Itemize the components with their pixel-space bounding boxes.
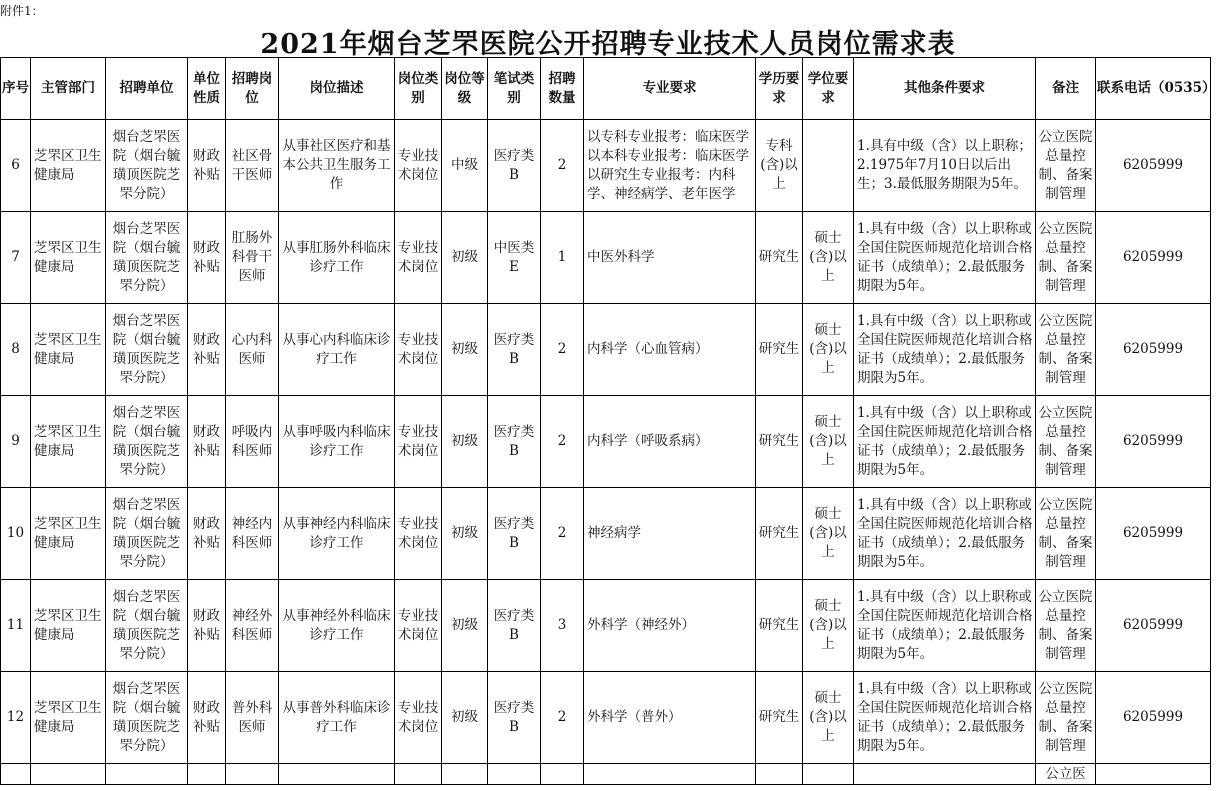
cell-no: 10	[1, 488, 31, 580]
cell-edu: 专科(含)以上	[756, 120, 803, 212]
cell-major: 外科学（普外）	[584, 672, 756, 764]
cell-dept: 芝罘区卫生健康局	[31, 580, 106, 672]
cell-degree: 硕士(含)以上	[803, 396, 854, 488]
col-exam-header: 笔试类别	[488, 58, 541, 120]
cell-phone: 6205999	[1096, 672, 1211, 764]
cell-edu: 研究生	[756, 580, 803, 672]
col-count-header: 招聘数量	[541, 58, 584, 120]
header-row	[1, 58, 1211, 120]
partial-cell-post	[226, 764, 279, 785]
cell-desc: 从事神经内科临床诊疗工作	[279, 488, 395, 580]
cell-exam: 医疗类B	[488, 120, 541, 212]
cell-degree: 硕士(含)以上	[803, 672, 854, 764]
col-level-header: 岗位等级	[442, 58, 488, 120]
cell-edu: 研究生	[756, 212, 803, 304]
col-edu-header: 学历要求	[756, 58, 803, 120]
cell-unit: 烟台芝罘医院（烟台毓璜顶医院芝罘分院）	[106, 396, 188, 488]
cell-no: 6	[1, 120, 31, 212]
cell-phone: 6205999	[1096, 488, 1211, 580]
cell-nature: 财政补贴	[188, 120, 226, 212]
partial-cell-major	[584, 764, 756, 785]
cell-remark: 公立医院总量控制、备案制管理	[1036, 304, 1096, 396]
cell-nature: 财政补贴	[188, 580, 226, 672]
partial-cell-degree	[803, 764, 854, 785]
cell-category: 专业技术岗位	[395, 396, 442, 488]
table-body	[1, 120, 1211, 785]
partial-cell-phone	[1096, 764, 1211, 785]
cell-post: 呼吸内科医师	[226, 396, 279, 488]
cell-major: 内科学（心血管病）	[584, 304, 756, 396]
cell-remark: 公立医院总量控制、备案制管理	[1036, 212, 1096, 304]
cell-degree: 硕士(含)以上	[803, 304, 854, 396]
partial-cell-no	[1, 764, 31, 785]
cell-phone: 6205999	[1096, 120, 1211, 212]
cell-post: 神经外科医师	[226, 580, 279, 672]
col-nature-header: 单位性质	[188, 58, 226, 120]
cell-unit: 烟台芝罘医院（烟台毓璜顶医院芝罘分院）	[106, 580, 188, 672]
cell-unit: 烟台芝罘医院（烟台毓璜顶医院芝罘分院）	[106, 304, 188, 396]
cell-count: 2	[541, 672, 584, 764]
col-category-header: 岗位类别	[395, 58, 442, 120]
cell-level: 中级	[442, 120, 488, 212]
partial-cell-category	[395, 764, 442, 785]
cell-degree: 硕士(含)以上	[803, 580, 854, 672]
table-row	[1, 580, 1211, 672]
cell-exam: 医疗类B	[488, 672, 541, 764]
cell-unit: 烟台芝罘医院（烟台毓璜顶医院芝罘分院）	[106, 212, 188, 304]
cell-dept: 芝罘区卫生健康局	[31, 488, 106, 580]
cell-dept: 芝罘区卫生健康局	[31, 212, 106, 304]
cell-count: 1	[541, 212, 584, 304]
col-other-header: 其他条件要求	[854, 58, 1036, 120]
cell-other: 1.具有中级（含）以上职称或全国住院医师规范化培训合格证书（成绩单）；2.最低服务期限为5年。	[854, 304, 1036, 396]
cell-dept: 芝罘区卫生健康局	[31, 672, 106, 764]
partial-cell-unit	[106, 764, 188, 785]
cell-category: 专业技术岗位	[395, 304, 442, 396]
cell-nature: 财政补贴	[188, 396, 226, 488]
cell-major: 神经病学	[584, 488, 756, 580]
cell-no: 7	[1, 212, 31, 304]
cell-remark: 公立医院总量控制、备案制管理	[1036, 580, 1096, 672]
cell-unit: 烟台芝罘医院（烟台毓璜顶医院芝罘分院）	[106, 672, 188, 764]
cell-post: 社区骨干医师	[226, 120, 279, 212]
partial-cell-level	[442, 764, 488, 785]
table-row	[1, 488, 1211, 580]
cell-exam: 医疗类B	[488, 580, 541, 672]
cell-edu: 研究生	[756, 304, 803, 396]
col-major-header: 专业要求	[584, 58, 756, 120]
col-no-header: 序号	[1, 58, 31, 120]
attachment-label: 附件1：	[0, 4, 44, 18]
cell-major: 中医外科学	[584, 212, 756, 304]
partial-cell-exam	[488, 764, 541, 785]
cell-edu: 研究生	[756, 672, 803, 764]
page-title: 2021年烟台芝罘医院公开招聘专业技术人员岗位需求表	[260, 29, 956, 60]
cell-count: 3	[541, 580, 584, 672]
cell-major: 内科学（呼吸系病）	[584, 396, 756, 488]
cell-dept: 芝罘区卫生健康局	[31, 396, 106, 488]
partial-cell-nature	[188, 764, 226, 785]
cell-nature: 财政补贴	[188, 488, 226, 580]
partial-cell-desc	[279, 764, 395, 785]
col-degree-header: 学位要求	[803, 58, 854, 120]
col-dept-header: 主管部门	[31, 58, 106, 120]
partial-cell-dept	[31, 764, 106, 785]
cell-edu: 研究生	[756, 396, 803, 488]
cell-desc: 从事普外科临床诊疗工作	[279, 672, 395, 764]
cell-level: 初级	[442, 304, 488, 396]
cell-no: 8	[1, 304, 31, 396]
cell-nature: 财政补贴	[188, 304, 226, 396]
cell-dept: 芝罘区卫生健康局	[31, 304, 106, 396]
partial-cell-edu	[756, 764, 803, 785]
cell-count: 2	[541, 396, 584, 488]
cell-desc: 从事神经外科临床诊疗工作	[279, 580, 395, 672]
cell-desc: 从事社区医疗和基本公共卫生服务工作	[279, 120, 395, 212]
cell-category: 专业技术岗位	[395, 488, 442, 580]
table-row	[1, 304, 1211, 396]
cell-phone: 6205999	[1096, 212, 1211, 304]
cell-exam: 医疗类B	[488, 304, 541, 396]
cell-unit: 烟台芝罘医院（烟台毓璜顶医院芝罘分院）	[106, 488, 188, 580]
cell-post: 肛肠外科骨干医师	[226, 212, 279, 304]
recruitment-table	[0, 57, 1216, 785]
cell-post: 神经内科医师	[226, 488, 279, 580]
cell-no: 9	[1, 396, 31, 488]
table-row	[1, 120, 1211, 212]
cell-no: 12	[1, 672, 31, 764]
col-phone-header: 联系电话（0535）	[1096, 58, 1211, 120]
cell-level: 初级	[442, 212, 488, 304]
table-row-partial	[1, 764, 1211, 785]
cell-level: 初级	[442, 488, 488, 580]
cell-other: 1.具有中级（含）以上职称或全国住院医师规范化培训合格证书（成绩单）；2.最低服务期限为5年。	[854, 212, 1036, 304]
cell-count: 2	[541, 120, 584, 212]
table-row	[1, 672, 1211, 764]
cell-other: 1.具有中级（含）以上职称或全国住院医师规范化培训合格证书（成绩单）；2.最低服务期限为5年。	[854, 672, 1036, 764]
cell-phone: 6205999	[1096, 396, 1211, 488]
cell-category: 专业技术岗位	[395, 672, 442, 764]
cell-count: 2	[541, 304, 584, 396]
cell-degree: 硕士(含)以上	[803, 212, 854, 304]
cell-other: 1.具有中级（含）以上职称或全国住院医师规范化培训合格证书（成绩单）；2.最低服务期限为5年。	[854, 580, 1036, 672]
cell-level: 初级	[442, 580, 488, 672]
cell-other: 1.具有中级（含）以上职称或全国住院医师规范化培训合格证书（成绩单）；2.最低服务期限为5年。	[854, 396, 1036, 488]
cell-level: 初级	[442, 396, 488, 488]
cell-exam: 医疗类B	[488, 488, 541, 580]
cell-desc: 从事肛肠外科临床诊疗工作	[279, 212, 395, 304]
cell-degree: 硕士(含)以上	[803, 488, 854, 580]
cell-other: 1.具有中级（含）以上职称；2.1975年7月10日以后出生；3.最低服务期限为5年。	[854, 120, 1036, 212]
cell-post: 普外科医师	[226, 672, 279, 764]
cell-remark: 公立医院总量控制、备案制管理	[1036, 396, 1096, 488]
cell-level: 初级	[442, 672, 488, 764]
cell-remark: 公立医院总量控制、备案制管理	[1036, 120, 1096, 212]
cell-degree	[803, 120, 854, 212]
cell-other: 1.具有中级（含）以上职称或全国住院医师规范化培训合格证书（成绩单）；2.最低服务期限为5年。	[854, 488, 1036, 580]
cell-category: 专业技术岗位	[395, 212, 442, 304]
table-row	[1, 212, 1211, 304]
partial-cell-remark: 公立医	[1036, 764, 1096, 785]
cell-category: 专业技术岗位	[395, 120, 442, 212]
cell-count: 2	[541, 488, 584, 580]
partial-cell-other	[854, 764, 1036, 785]
cell-unit: 烟台芝罘医院（烟台毓璜顶医院芝罘分院）	[106, 120, 188, 212]
cell-edu: 研究生	[756, 488, 803, 580]
cell-no: 11	[1, 580, 31, 672]
cell-major: 外科学（神经外）	[584, 580, 756, 672]
cell-major: 以专科专业报考：临床医学 以本科专业报考：临床医学 以研究生专业报考：内科学、神经病学、老年医学	[584, 120, 756, 212]
cell-exam: 中医类E	[488, 212, 541, 304]
cell-remark: 公立医院总量控制、备案制管理	[1036, 488, 1096, 580]
cell-remark: 公立医院总量控制、备案制管理	[1036, 672, 1096, 764]
cell-exam: 医疗类B	[488, 396, 541, 488]
cell-nature: 财政补贴	[188, 672, 226, 764]
table-row	[1, 396, 1211, 488]
partial-cell-count	[541, 764, 584, 785]
cell-category: 专业技术岗位	[395, 580, 442, 672]
cell-phone: 6205999	[1096, 580, 1211, 672]
col-unit-header: 招聘单位	[106, 58, 188, 120]
col-post-header: 招聘岗位	[226, 58, 279, 120]
cell-post: 心内科医师	[226, 304, 279, 396]
cell-dept: 芝罘区卫生健康局	[31, 120, 106, 212]
cell-desc: 从事心内科临床诊疗工作	[279, 304, 395, 396]
cell-phone: 6205999	[1096, 304, 1211, 396]
cell-nature: 财政补贴	[188, 212, 226, 304]
col-desc-header: 岗位描述	[279, 58, 395, 120]
col-remark-header: 备注	[1036, 58, 1096, 120]
cell-desc: 从事呼吸内科临床诊疗工作	[279, 396, 395, 488]
